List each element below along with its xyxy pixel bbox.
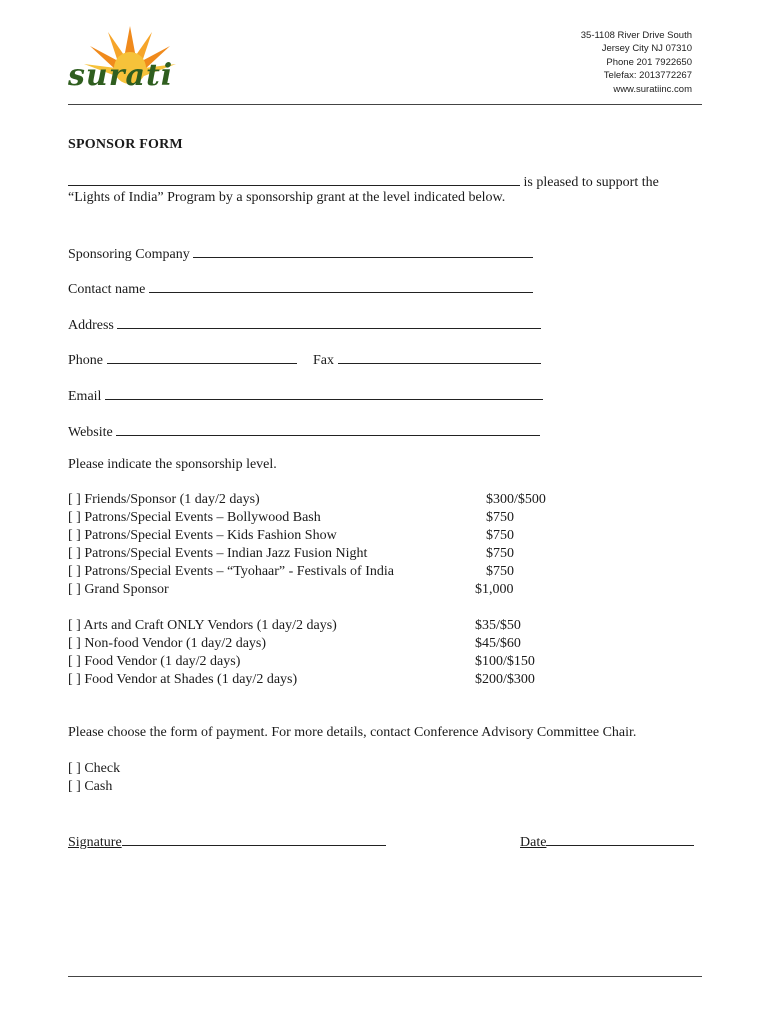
level-amount: $750 — [486, 546, 514, 561]
company-address — [581, 29, 692, 96]
date-field[interactable] — [546, 832, 694, 846]
payment-option-check[interactable]: [ ] Check — [68, 761, 121, 776]
form-title: SPONSOR FORM — [68, 137, 183, 152]
level-amount: $750 — [486, 510, 514, 525]
payment-option-cash[interactable]: [ ] Cash — [68, 779, 113, 794]
address-label: Address — [68, 318, 118, 333]
website-row — [68, 422, 540, 441]
signature-label: Signature — [68, 835, 122, 850]
level-amount: $750 — [486, 528, 514, 543]
contact-field[interactable] — [149, 279, 533, 293]
logo-wordmark: surati — [68, 58, 174, 93]
website-label: Website — [68, 425, 117, 440]
intro-suffix: is pleased to support the — [520, 175, 659, 190]
contact-label: Contact name — [68, 282, 149, 297]
phone-field[interactable] — [107, 350, 297, 364]
vendor-amount: $100/$150 — [475, 654, 535, 669]
address-row — [68, 315, 541, 334]
date-row — [520, 832, 694, 851]
fax-label: Fax — [313, 353, 338, 368]
signature-field[interactable] — [122, 832, 386, 846]
level-amount: $300/$500 — [486, 492, 546, 507]
company-field[interactable] — [193, 244, 533, 258]
vendor-amount: $45/$60 — [475, 636, 521, 651]
address-city: Jersey City NJ 07310 — [601, 43, 692, 55]
level-amount: $1,000 — [475, 582, 514, 597]
fax-row — [313, 350, 541, 369]
email-label: Email — [68, 389, 105, 404]
intro-line-1 — [68, 172, 659, 191]
level-option[interactable]: [ ] Patrons/Special Events – Indian Jazz Fusion Night — [68, 546, 368, 561]
level-amount: $750 — [486, 564, 514, 579]
phone-row — [68, 350, 297, 369]
address-phone: Phone 201 7922650 — [606, 56, 692, 68]
vendor-option[interactable]: [ ] Arts and Craft ONLY Vendors (1 day/2 days) — [68, 618, 337, 633]
address-website: www.suratiinc.com — [613, 83, 692, 95]
level-option[interactable]: [ ] Patrons/Special Events – “Tyohaar” - Festivals of India — [68, 564, 394, 579]
signature-row — [68, 832, 386, 851]
date-label: Date — [520, 835, 547, 850]
vendor-option[interactable]: [ ] Non-food Vendor (1 day/2 days) — [68, 636, 267, 651]
footer-divider — [68, 976, 702, 977]
vendor-amount: $200/$300 — [475, 672, 535, 687]
header-divider — [68, 104, 702, 105]
address-telefax: Telefax: 2013772267 — [603, 70, 692, 82]
vendor-amount: $35/$50 — [475, 618, 521, 633]
sponsor-name-field[interactable] — [68, 172, 520, 186]
intro-line-2: “Lights of India” Program by a sponsorship grant at the level indicated below. — [68, 190, 506, 205]
level-option[interactable]: [ ] Grand Sponsor — [68, 582, 169, 597]
level-option[interactable]: [ ] Friends/Sponsor (1 day/2 days) — [68, 492, 260, 507]
level-option[interactable]: [ ] Patrons/Special Events – Bollywood Bash — [68, 510, 321, 525]
phone-label: Phone — [68, 353, 107, 368]
contact-row — [68, 279, 533, 298]
email-row — [68, 386, 543, 405]
address-street: 35-1108 River Drive South — [580, 30, 692, 41]
company-row — [68, 244, 533, 263]
vendor-option[interactable]: [ ] Food Vendor (1 day/2 days) — [68, 654, 241, 669]
vendor-option[interactable]: [ ] Food Vendor at Shades (1 day/2 days) — [68, 672, 298, 687]
payment-prompt: Please choose the form of payment. For more details, contact Conference Advisory Committee Chair. — [68, 725, 637, 740]
company-label: Sponsoring Company — [68, 247, 194, 262]
email-field[interactable] — [105, 386, 543, 400]
level-option[interactable]: [ ] Patrons/Special Events – Kids Fashion Show — [68, 528, 337, 543]
fax-field[interactable] — [338, 350, 541, 364]
website-field[interactable] — [116, 422, 540, 436]
level-prompt: Please indicate the sponsorship level. — [68, 457, 277, 472]
address-field[interactable] — [117, 315, 541, 329]
